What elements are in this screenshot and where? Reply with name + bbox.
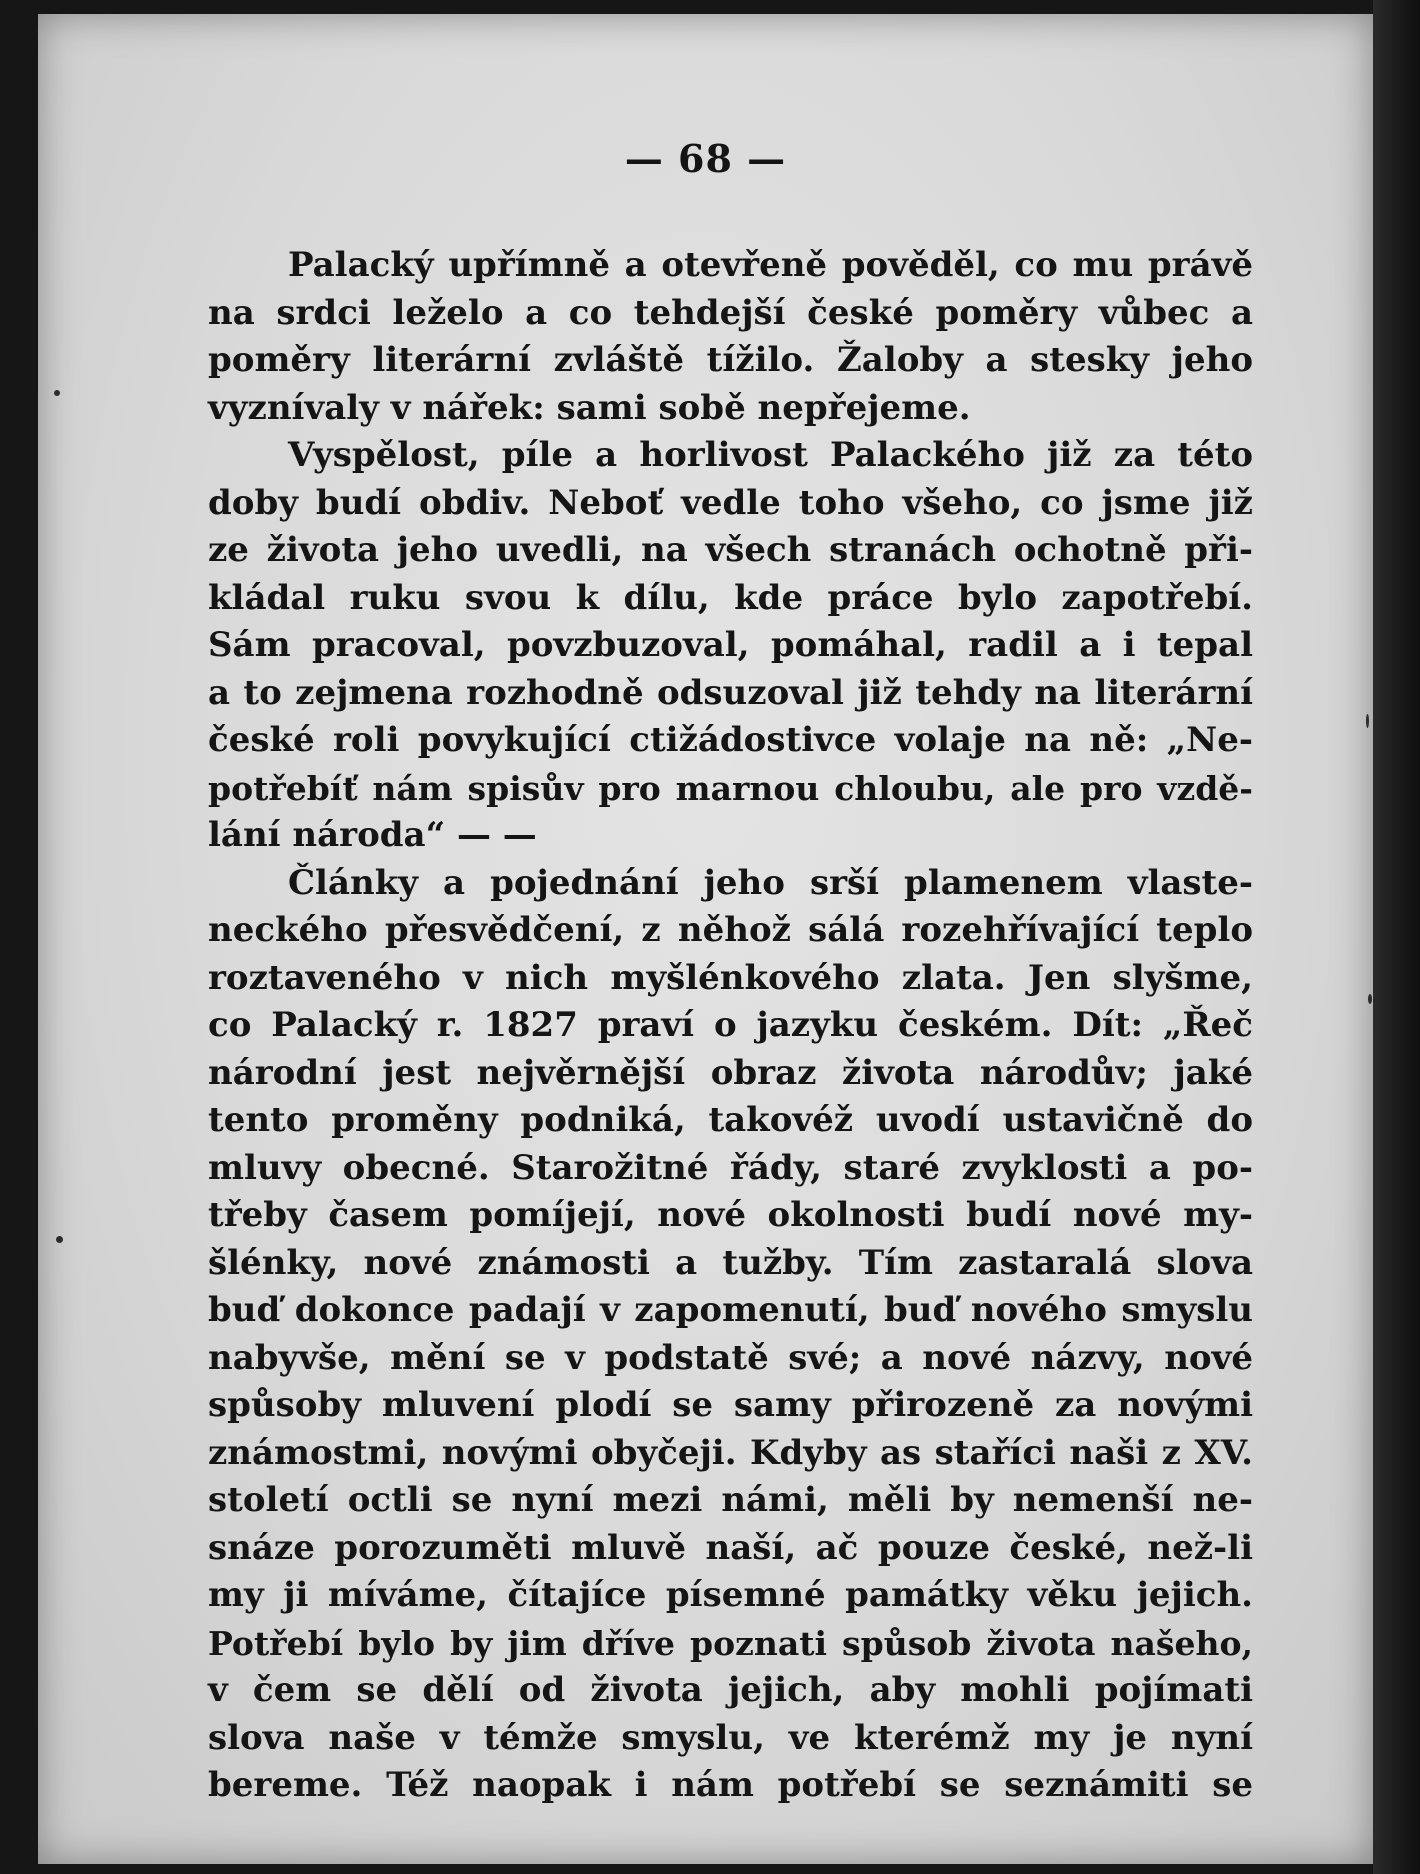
text-line: Potřebí bylo by jim dříve poznati spůsob života našeho, (208, 1623, 1253, 1663)
book-page (38, 14, 1373, 1864)
text-line: třeby časem pomíjejí, nové okolnosti budí nové my- (208, 1195, 1253, 1235)
text-line: potřebíť nám spisův pro marnou chloubu, ale pro vzdě- (208, 768, 1253, 808)
text-line: české roli povykující ctižádostivce volaje na ně: „Ne- (208, 720, 1253, 760)
dust-speck (54, 390, 60, 396)
text-line: buď dokonce padají v zapomenutí, buď nového smyslu (208, 1290, 1253, 1330)
dust-speck (1368, 994, 1372, 1004)
text-line: Palacký upřímně a otevřeně pověděl, co mu právě (288, 245, 1253, 285)
text-line: nabyvše, mění se v podstatě své; a nové názvy, nové (208, 1337, 1253, 1378)
binding-shadow (1373, 0, 1420, 1874)
text-line: snáze porozuměti mluvě naší, ač pouze české, než-li (208, 1527, 1253, 1568)
text-line: bereme. Též naopak i nám potřebí se seznámiti se (208, 1765, 1253, 1805)
dust-speck (56, 1236, 63, 1243)
text-line: neckého přesvědčení, z něhož sálá rozehřívající teplo (208, 910, 1253, 950)
text-line: spůsoby mluvení plodí se samy přirozeně za novými (208, 1385, 1253, 1425)
text-line: kládal ruku svou k dílu, kde práce bylo zapotřebí. (208, 577, 1253, 618)
text-line: roztaveného v nich myšlénkového zlata. Jen slyšme, (208, 957, 1253, 998)
dust-speck (1366, 714, 1369, 728)
text-line: šlénky, nové známosti a tužby. Tím zastaralá slova (208, 1242, 1253, 1283)
text-line: co Palacký r. 1827 praví o jazyku českém. Dít: „Řeč (208, 1005, 1253, 1045)
text-line: vyznívaly v nářek: sami sobě nepřejeme. (208, 387, 971, 428)
text-line: národní jest nejvěrnější obraz života národův; jaké (208, 1052, 1253, 1093)
text-line: Články a pojednání jeho srší plamenem vlaste- (288, 862, 1253, 903)
text-line: Sám pracoval, povzbuzoval, pomáhal, radil a i tepal (208, 625, 1253, 665)
text-line: známostmi, novými obyčeji. Kdyby as staříci naši z XV. (208, 1432, 1253, 1473)
text-line: na srdci leželo a co tehdejší české poměry vůbec a (208, 292, 1253, 333)
text-line: slova naše v témže smyslu, ve kterémž my je nyní (208, 1717, 1253, 1758)
text-line: a to zejmena rozhodně odsuzoval již tehdy na literární (208, 672, 1253, 713)
page-number: — 68 — (624, 136, 787, 181)
text-line: v čem se dělí od života jejich, aby mohli pojímati (208, 1670, 1253, 1710)
text-line: tento proměny podniká, takovéž uvodí ustavičně do (208, 1100, 1253, 1140)
body-text (208, 242, 1253, 1810)
text-line: poměry literární zvláště tížilo. Žaloby a stesky jeho (208, 340, 1253, 380)
text-line: Vyspělost, píle a horlivost Palackého již za této (288, 435, 1253, 475)
text-line: doby budí obdiv. Neboť vedle toho všeho, co jsme již (208, 482, 1253, 523)
text-line: my ji míváme, čítajíce písemné památky věku jejich. (208, 1575, 1253, 1615)
text-line: století octli se nyní mezi námi, měli by nemenší ne- (208, 1480, 1253, 1520)
text-line: mluvy obecné. Starožitné řády, staré zvyklosti a po- (208, 1147, 1253, 1188)
text-line: lání národa“ — — (208, 815, 537, 855)
text-line: ze života jeho uvedli, na všech stranách ochotně při- (208, 530, 1253, 570)
